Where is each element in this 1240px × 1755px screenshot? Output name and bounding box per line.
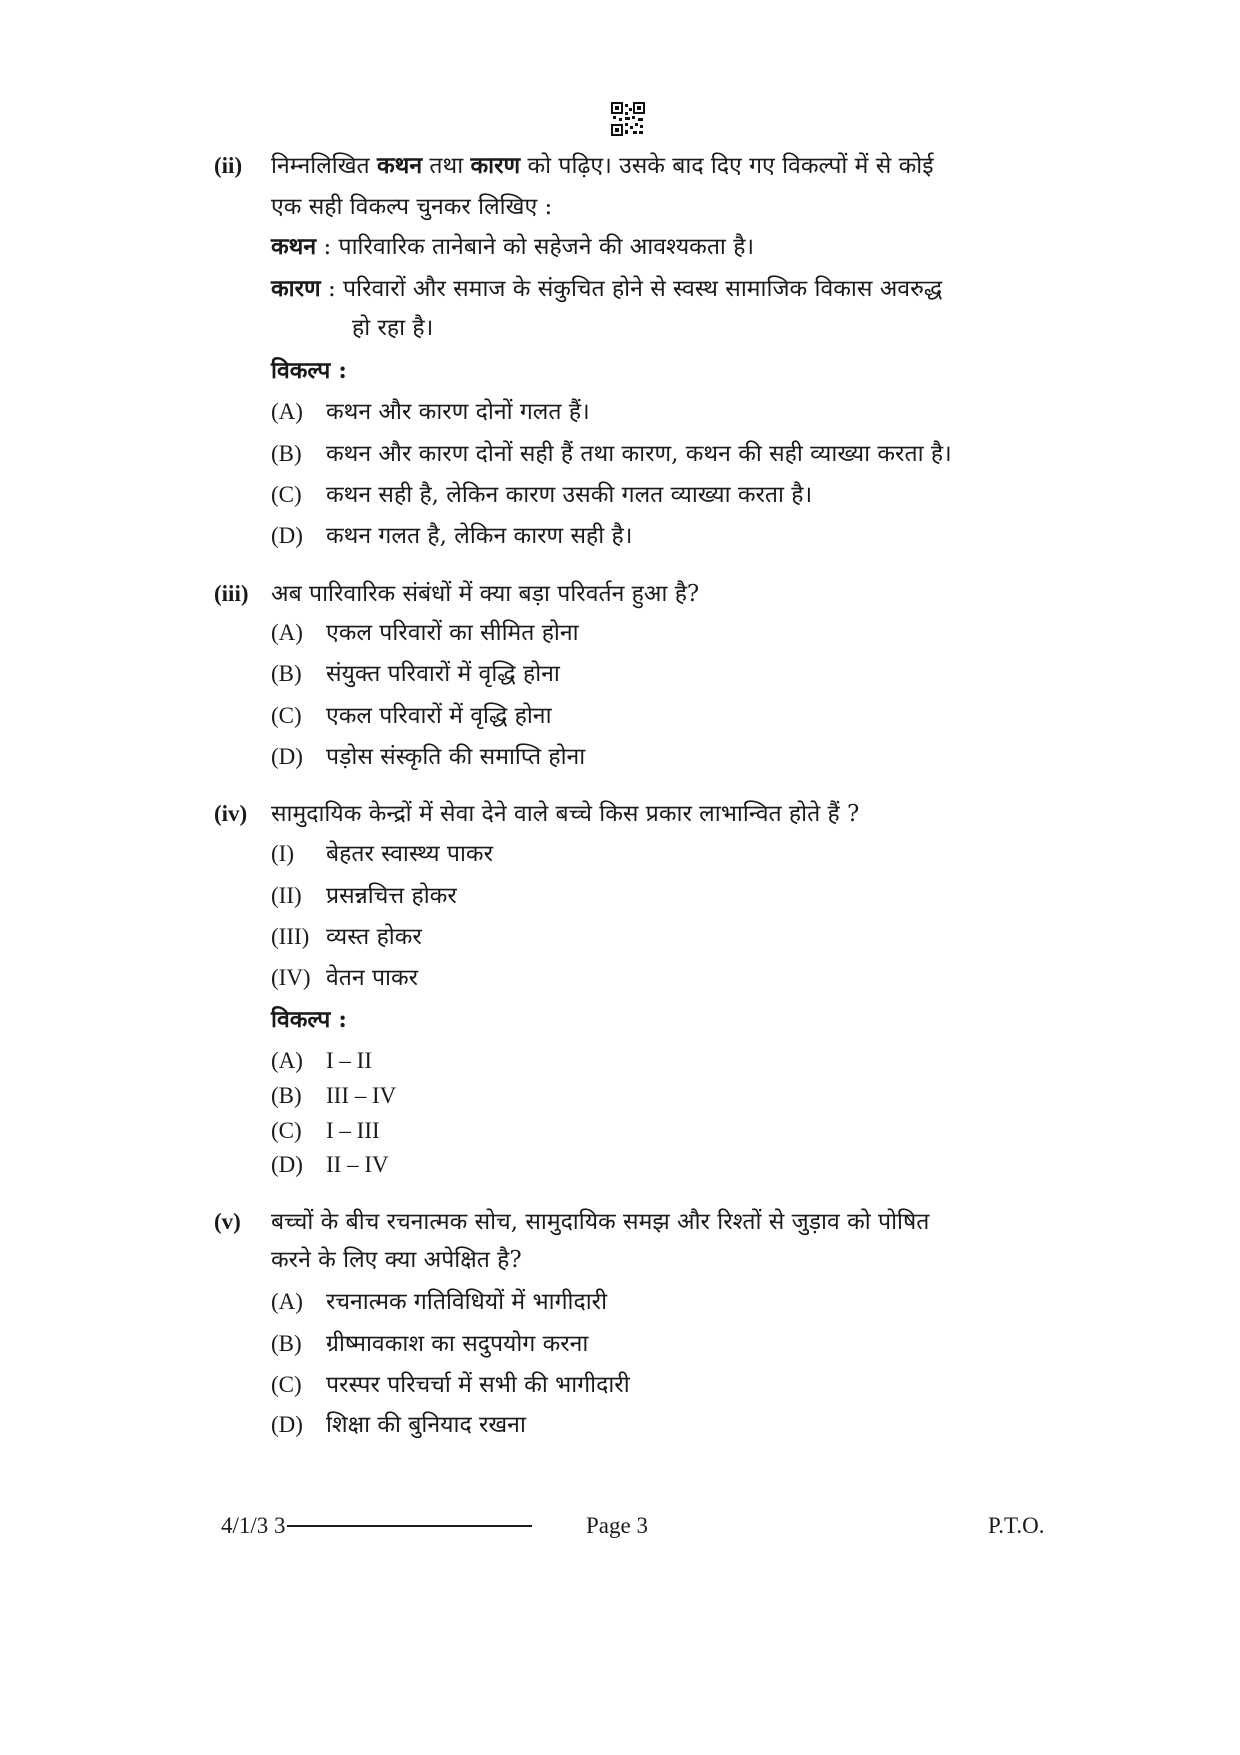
please-turn-over: P.T.O. (988, 1513, 1045, 1538)
page-number: Page 3 (586, 1513, 648, 1538)
option-letter: (A) (271, 1048, 303, 1073)
statement-text: वेतन पाकर (326, 965, 419, 991)
option-text: रचनात्मक गतिविधियों में भागीदारी (326, 1289, 608, 1315)
option-text: II – IV (326, 1152, 389, 1177)
option-text: संयुक्त परिवारों में वृद्धि होना (326, 661, 560, 687)
option-text: ग्रीष्मावकाश का सदुपयोग करना (326, 1331, 589, 1357)
question-number: (ii) (214, 153, 243, 178)
option-letter: (A) (271, 399, 303, 424)
reason-label: कारण (271, 275, 321, 302)
question-text-part: को पढ़िए। उसके बाद दिए गए विकल्पों में से कोई (520, 153, 934, 179)
option-text: परस्पर परिचर्चा में सभी की भागीदारी (326, 1372, 630, 1398)
reason (271, 275, 942, 303)
option-letter: (C) (271, 703, 302, 728)
statement-roman: (III) (271, 924, 310, 949)
statement-text: प्रसन्नचित्त होकर (326, 883, 457, 909)
option-letter: (B) (271, 1331, 302, 1356)
statement-roman: (I) (271, 841, 294, 866)
option-letter: (D) (271, 744, 303, 769)
option-text: III – IV (326, 1083, 397, 1108)
footer-divider (287, 1525, 532, 1527)
options-heading: विकल्प : (271, 357, 347, 384)
paper-code: 4/1/3 3 (221, 1513, 286, 1538)
reason-text: : परिवारों और समाज के संकुचित होने से स्वस्थ सामाजिक विकास अवरुद्ध (320, 276, 943, 302)
statement-text: व्यस्त होकर (326, 924, 422, 950)
option-letter: (B) (271, 441, 302, 466)
question-text: सामुदायिक केन्द्रों में सेवा देने वाले बच्चे किस प्रकार लाभान्वित होते हैं ? (271, 801, 860, 827)
statement (271, 233, 754, 261)
option-letter: (D) (271, 1412, 303, 1437)
option-text: I – III (326, 1118, 380, 1143)
option-text: कथन गलत है, लेकिन कारण सही है। (326, 523, 633, 549)
option-text: कथन सही है, लेकिन कारण उसकी गलत व्याख्या करता है। (326, 482, 813, 508)
options-heading: विकल्प : (271, 1006, 347, 1033)
option-text: एकल परिवारों का सीमित होना (326, 620, 579, 646)
question-text: बच्चों के बीच रचनात्मक सोच, सामुदायिक समझ और रिश्तों से जुड़ाव को पोषित (271, 1209, 930, 1235)
option-text: I – II (326, 1048, 372, 1073)
option-letter: (B) (271, 1083, 302, 1108)
qr-code-icon (611, 102, 645, 136)
option-letter: (C) (271, 1118, 302, 1143)
statement-text: : पारिवारिक तानेबाने को सहेजने की आवश्यकता है। (316, 234, 755, 260)
question-text (271, 152, 934, 180)
statement-text: बेहतर स्वास्थ्य पाकर (326, 841, 493, 867)
question-number: (iv) (214, 801, 248, 826)
option-text: एकल परिवारों में वृद्धि होना (326, 703, 552, 729)
question-number: (v) (214, 1209, 241, 1234)
option-letter: (C) (271, 482, 302, 507)
option-text: शिक्षा की बुनियाद रखना (326, 1412, 526, 1438)
option-text: कथन और कारण दोनों सही हैं तथा कारण, कथन की सही व्याख्या करता है। (326, 441, 952, 467)
question-text-part: निम्नलिखित (271, 153, 377, 179)
option-letter: (D) (271, 523, 303, 548)
option-letter: (A) (271, 620, 303, 645)
question-text-part: तथा (422, 153, 471, 179)
option-text: पड़ोस संस्कृति की समाप्ति होना (326, 744, 586, 770)
statement-roman: (II) (271, 883, 302, 908)
reason-continuation: हो रहा है। (352, 315, 434, 341)
keyword-reason: कारण (470, 152, 521, 179)
question-text: करने के लिए क्या अपेक्षित है? (271, 1247, 522, 1273)
statement-label: कथन (271, 233, 317, 260)
option-text: कथन और कारण दोनों गलत हैं। (326, 399, 590, 425)
keyword-statement: कथन (376, 152, 423, 179)
option-letter: (C) (271, 1372, 302, 1397)
statement-roman: (IV) (271, 965, 311, 990)
option-letter: (B) (271, 661, 302, 686)
question-text: एक सही विकल्प चुनकर लिखिए : (271, 194, 553, 220)
option-letter: (A) (271, 1289, 303, 1314)
question-text: अब पारिवारिक संबंधों में क्या बड़ा परिवर्तन हुआ है? (271, 581, 700, 607)
option-letter: (D) (271, 1152, 303, 1177)
question-number: (iii) (214, 581, 249, 606)
